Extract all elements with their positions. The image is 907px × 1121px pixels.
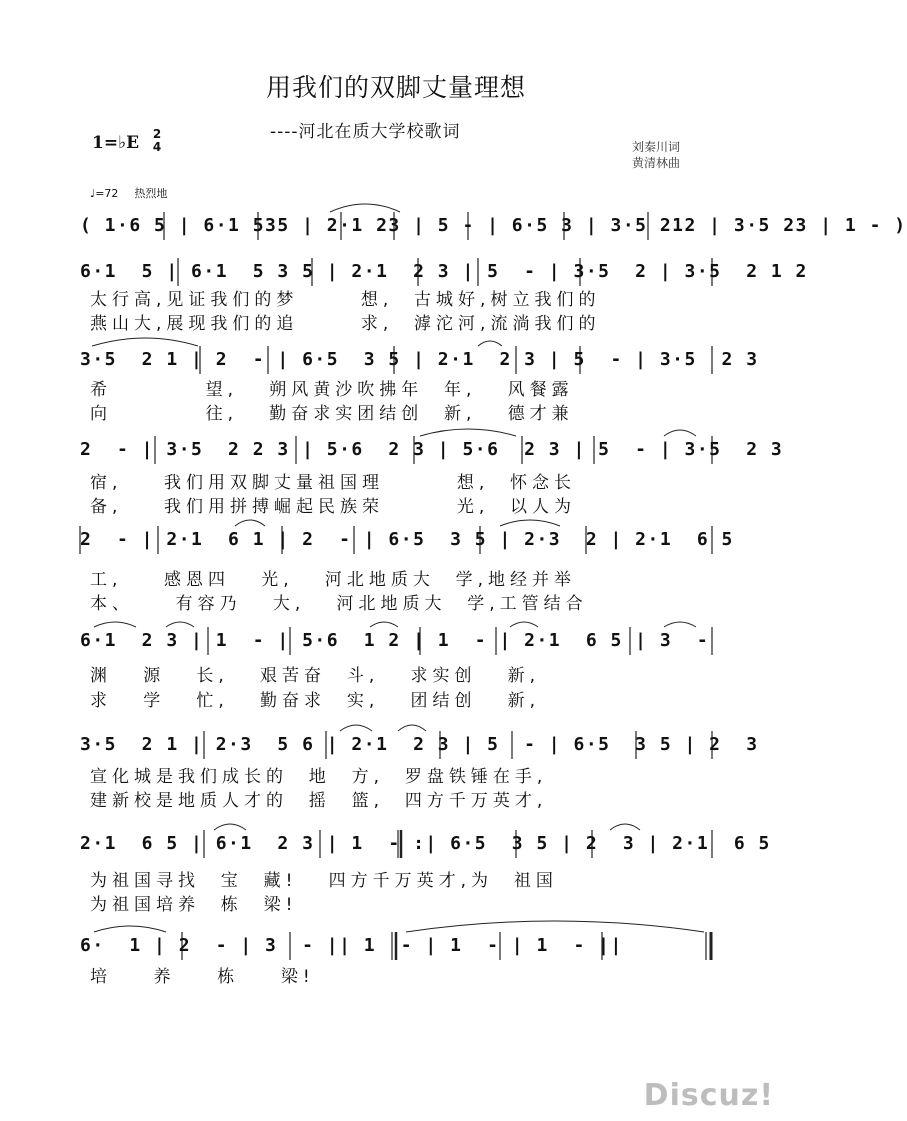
watermark: Discuz! [643, 1078, 774, 1113]
system-2-lyrics-verse-1: 太行高,见证我们的梦 想, 古城好,树立我们的 [90, 290, 601, 310]
system-3-notes: 3·5 2 1 | 2 - | 6·5 3 5 | 2·1 2 3 | 5 - | 3·5 2 3 [80, 349, 759, 370]
system-3-lyrics-verse-1: 希 望, 朔风黄沙吹拂年 年, 风餐露 [90, 380, 574, 400]
meter-bottom: 4 [152, 140, 162, 154]
system-5-notes: 2 - | 2·1 6 1 | 2 - | 6·5 3 5 | 2·3 2 | 2·1 6 5 [80, 529, 734, 550]
system-3-lyrics-verse-2: 向 往, 勤奋求实团结创 新, 德才兼 [90, 404, 574, 424]
system-9-lyrics-verse-1: 培 养 栋 梁! [90, 967, 315, 987]
system-1-notes: ( 1·6 5 | 6·1 535 | 2·1 23 | 5 - | 6·5 3 | 3·5 212 | 3·5 23 | 1 - ) [80, 215, 907, 236]
system-7-lyrics-verse-1: 宣化城是我们成长的 地 方, 罗盘铁锤在手, [90, 767, 548, 787]
composer-credit: 黄清林曲 [632, 156, 681, 170]
tempo-mark: ♩=72 [90, 187, 119, 200]
system-4-notes: 2 - | 3·5 2 2 3 | 5·6 2 3 | 5·6 2 3 | 5 - | 3·5 2 3 [80, 439, 784, 460]
system-9-notes: 6· 1 | 2 - | 3 - || 1 - | 1 - | 1 - || [80, 935, 623, 956]
key-signature: 1=♭E [92, 133, 140, 153]
system-7-lyrics-verse-2: 建新校是地质人才的 摇 篮, 四方千万英才, [90, 791, 548, 811]
system-2-notes: 6·1 5 | 6·1 5 3 5 | 2·1 2 3 | 5 - | 3·5 2 | 3·5 2 1 2 [80, 261, 808, 282]
system-2-lyrics-verse-2: 燕山大,展现我们的追 求, 滹沱河,流淌我们的 [90, 314, 601, 334]
meter-top: 2 [152, 127, 162, 141]
system-4-lyrics-verse-2: 备, 我们用拼搏崛起民族荣 光, 以人为 [90, 497, 577, 517]
system-6-lyrics-verse-1: 渊 源 长, 艰苦奋 斗, 求实创 新, [90, 666, 541, 686]
system-8-lyrics-verse-1: 为祖国寻找 宝 藏! 四方千万英才,为 祖国 [90, 871, 558, 891]
song-subtitle: ----河北在质大学校歌词 [270, 122, 461, 142]
system-7-notes: 3·5 2 1 | 2·3 5 6 | 2·1 2 3 | 5 - | 6·5 3 5 | 2 3 [80, 734, 759, 755]
tempo-expression: 热烈地 [134, 187, 168, 200]
system-5-lyrics-verse-2: 本、 有容乃 大, 河北地质大 学,工管结合 [90, 594, 588, 614]
system-8-lyrics-verse-2: 为祖国培养 栋 梁! [90, 895, 298, 915]
system-5-lyrics-verse-1: 工, 感恩四 光, 河北地质大 学,地经并举 [90, 570, 577, 590]
system-6-lyrics-verse-2: 求 学 忙, 勤奋求 实, 团结创 新, [90, 691, 541, 711]
system-8-notes: 2·1 6 5 | 6·1 2 3 | 1 - :| 6·5 3 5 | 2 3 | 2·1 6 5 [80, 833, 771, 854]
lyricist-credit: 刘秦川词 [632, 140, 681, 154]
system-6-notes: 6·1 2 3 | 1 - | 5·6 1 2 | 1 - | 2·1 6 5 | 3 - [80, 630, 710, 651]
system-4-lyrics-verse-1: 宿, 我们用双脚丈量祖国理 想, 怀念长 [90, 473, 577, 493]
song-title: 用我们的双脚丈量理想 [265, 73, 526, 102]
